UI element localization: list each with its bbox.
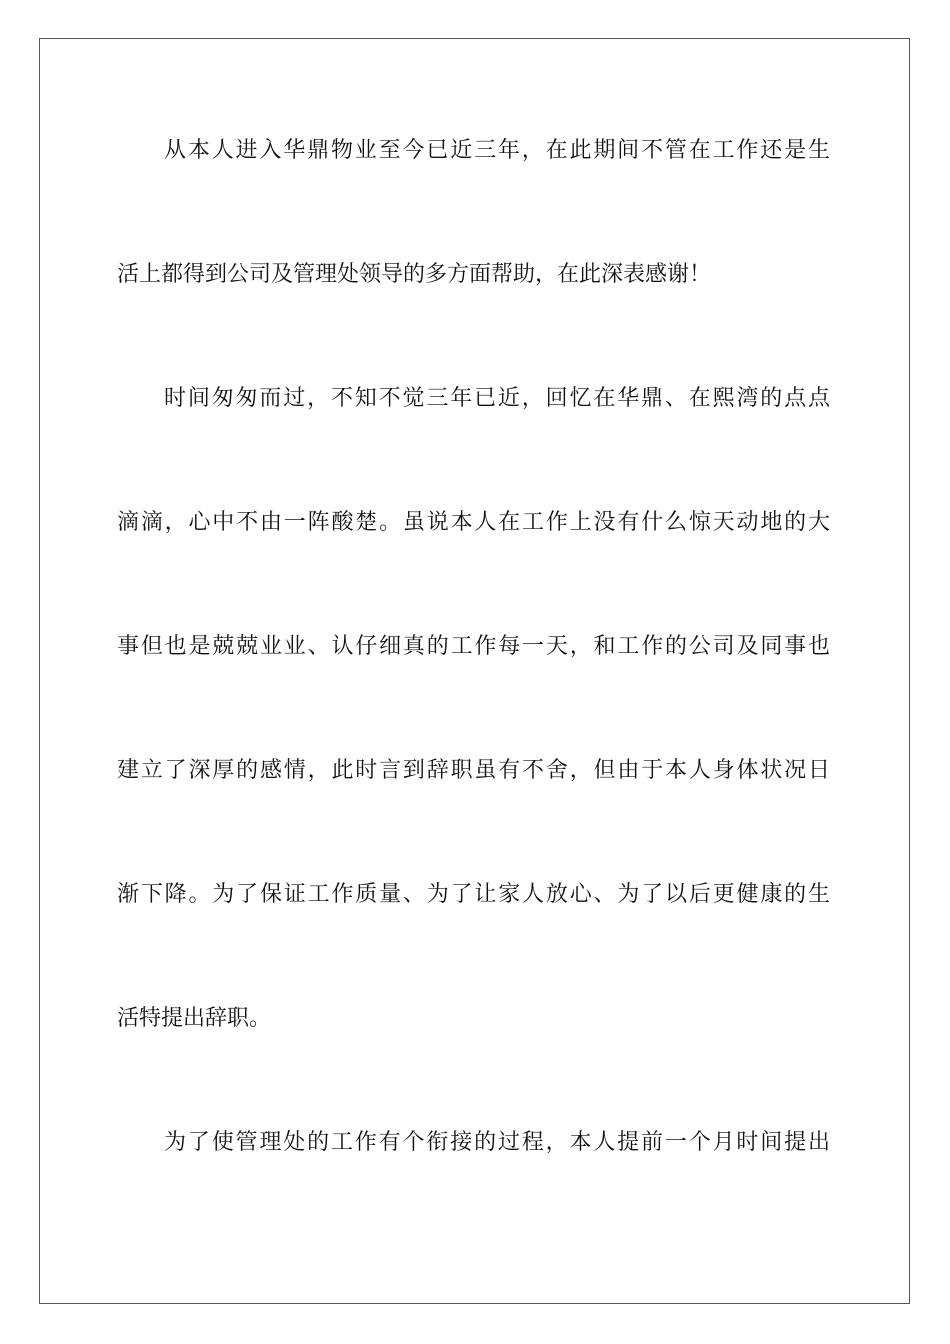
- paragraph-1-line-2: 活上都得到公司及管理处领导的多方面帮助，在此深表感谢！: [117, 262, 712, 287]
- paragraph-2-line-5: 渐下降。为了保证工作质量、为了让家人放心、为了以后更健康的生: [117, 882, 830, 907]
- paragraph-2-line-2: 滴滴，心中不由一阵酸楚。虽说本人在工作上没有什么惊天动地的大: [117, 510, 830, 535]
- paragraph-1-line-1: 从本人进入华鼎物业至今已近三年，在此期间不管在工作还是生: [164, 138, 830, 163]
- paragraph-3-line-1: 为了使管理处的工作有个衔接的过程，本人提前一个月时间提出: [164, 1130, 830, 1155]
- paragraph-2-line-1: 时间匆匆而过，不知不觉三年已近，回忆在华鼎、在熙湾的点点: [164, 386, 830, 411]
- paragraph-2-line-6: 活特提出辞职。: [117, 1006, 272, 1031]
- page-border: [39, 38, 910, 1304]
- paragraph-2-line-3: 事但也是兢兢业业、认仔细真的工作每一天，和工作的公司及同事也: [117, 634, 830, 659]
- paragraph-2-line-4: 建立了深厚的感情，此时言到辞职虽有不舍，但由于本人身体状况日: [117, 758, 830, 783]
